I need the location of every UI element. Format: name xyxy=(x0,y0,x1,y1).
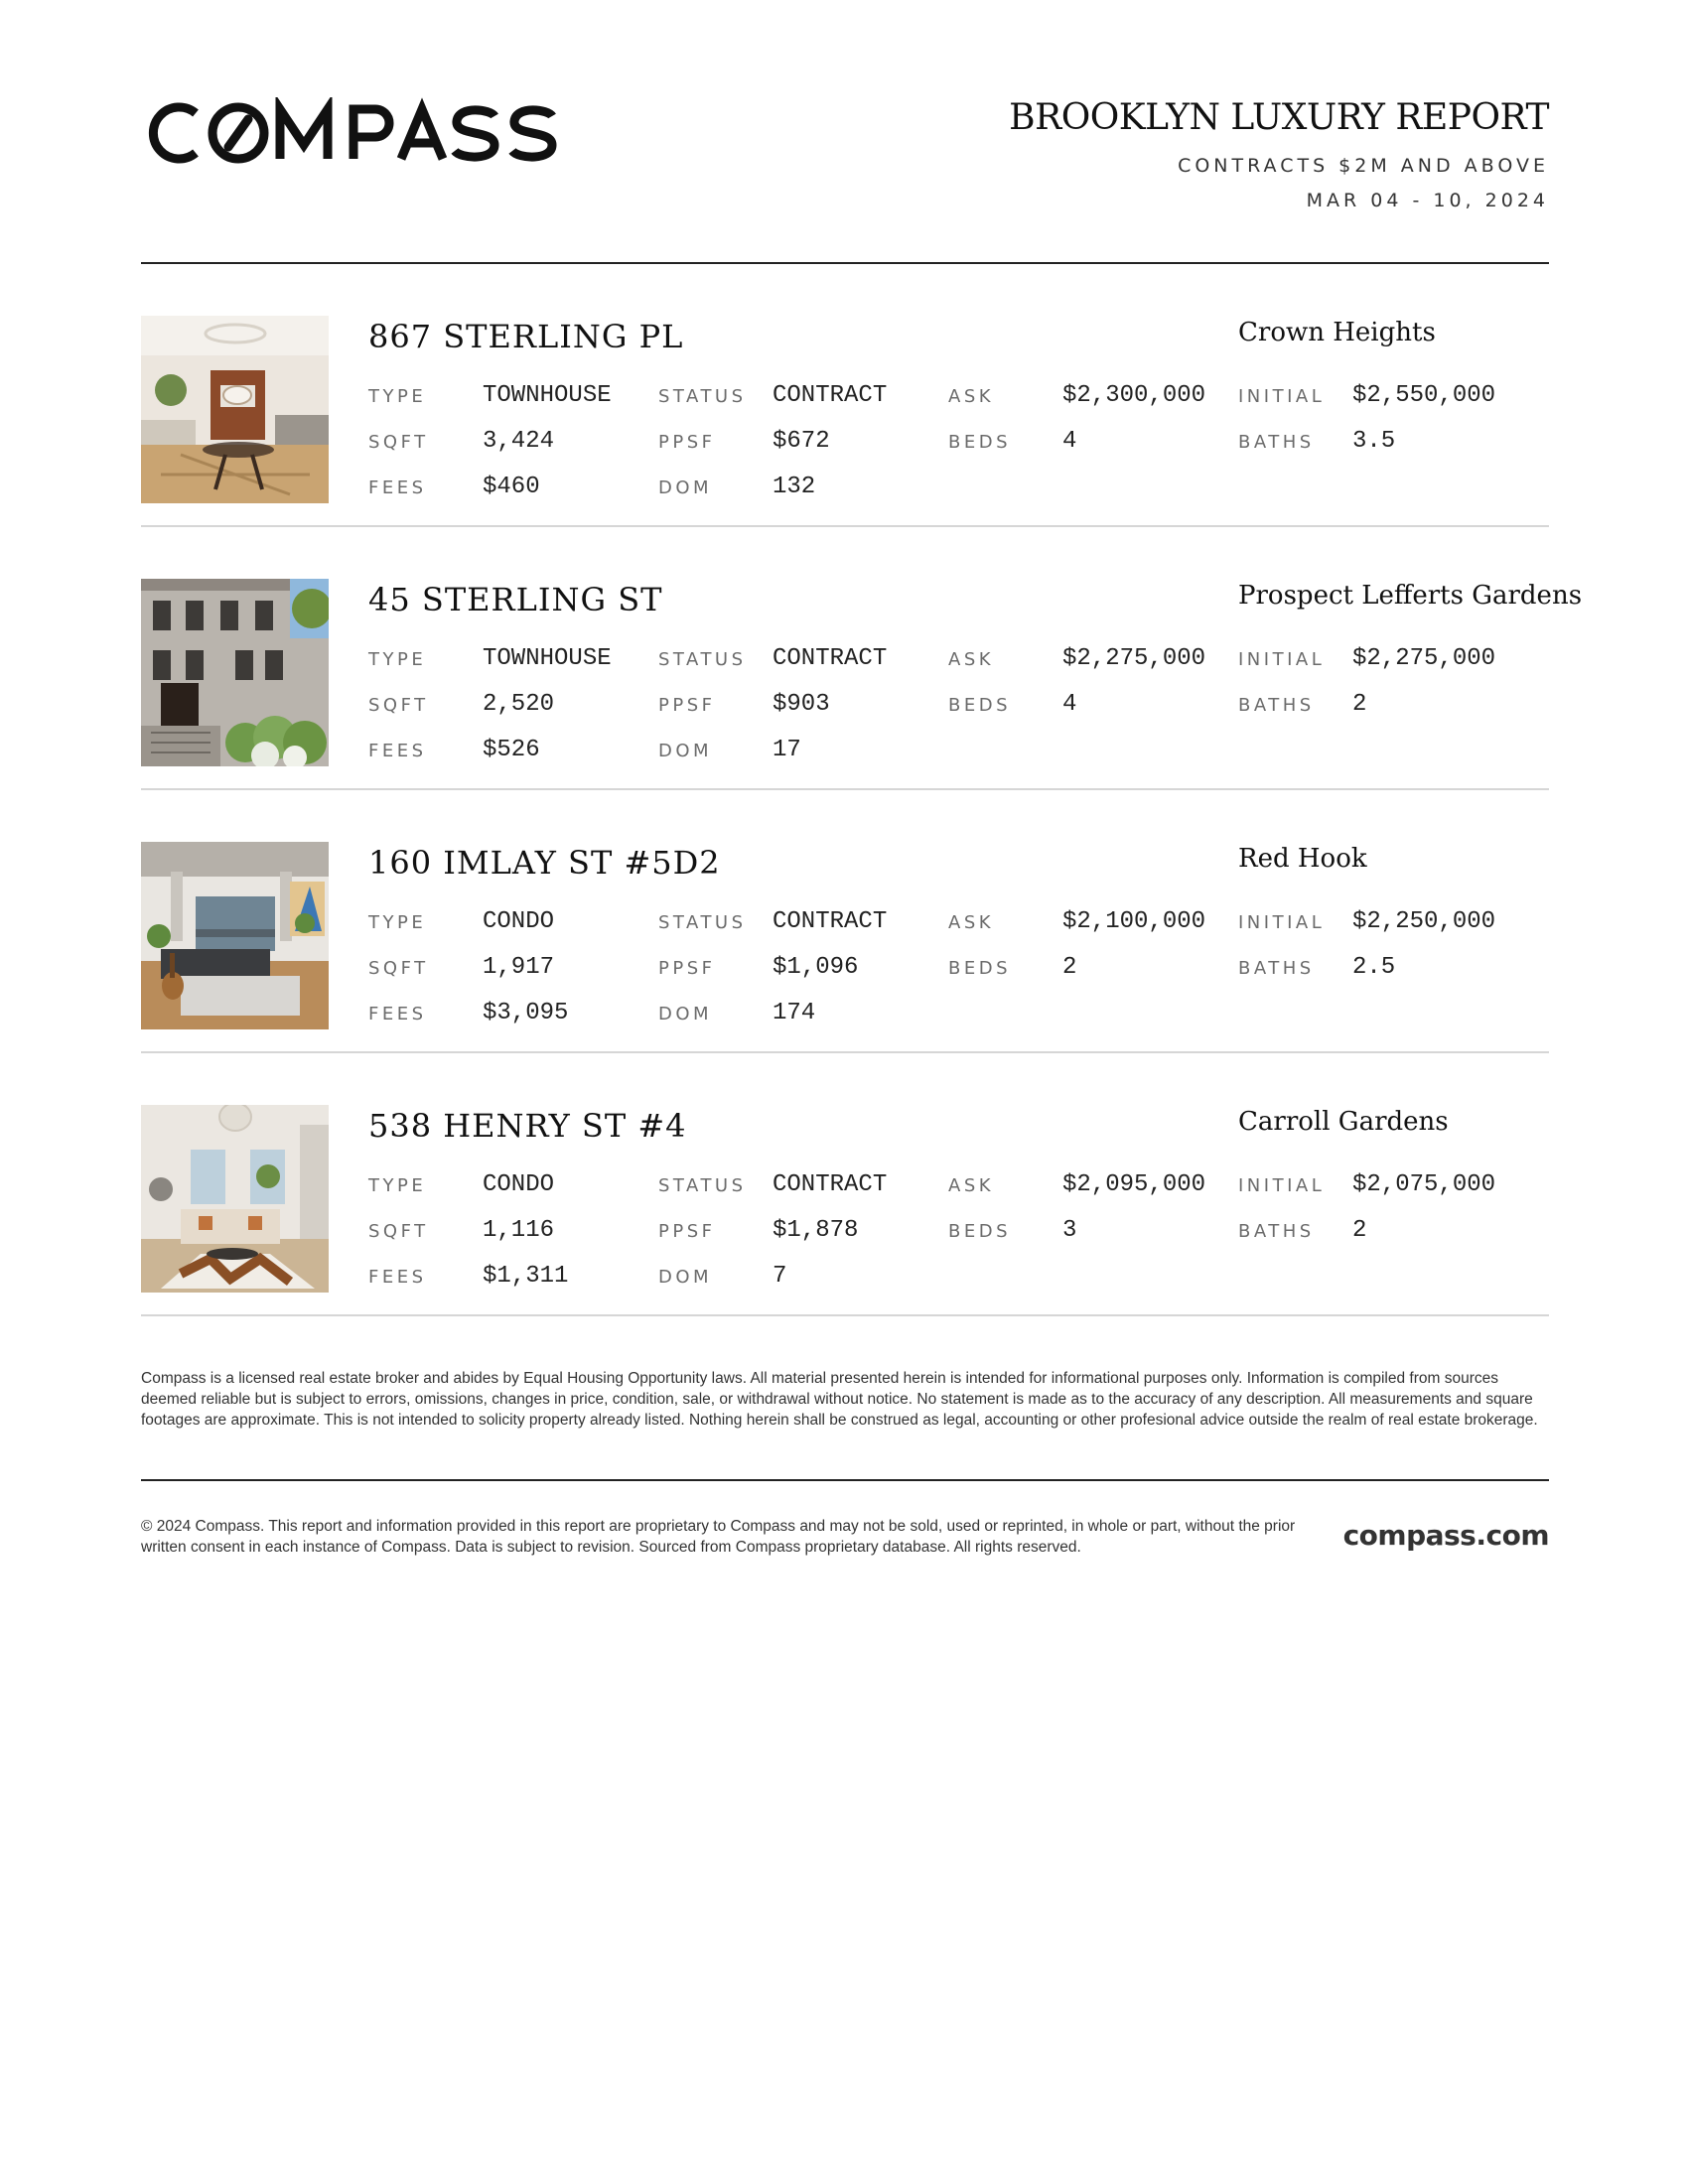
initial-label: INITIAL xyxy=(1238,1175,1326,1196)
ppsf-value: $1,096 xyxy=(773,954,859,981)
listing-address: 45 STERLING ST xyxy=(368,581,663,618)
sqft-value: 2,520 xyxy=(483,691,555,718)
ask-value: $2,300,000 xyxy=(1062,382,1206,409)
sqft-value: 1,917 xyxy=(483,954,555,981)
beds-label: BEDS xyxy=(948,432,1012,453)
status-value: CONTRACT xyxy=(773,645,888,672)
sqft-label: SQFT xyxy=(368,958,429,979)
baths-label: BATHS xyxy=(1238,958,1315,979)
ask-label: ASK xyxy=(948,386,995,407)
ppsf-label: PPSF xyxy=(658,958,716,979)
listing-address: 160 IMLAY ST #5D2 xyxy=(368,844,721,882)
sqft-label: SQFT xyxy=(368,695,429,716)
report-subtitle: CONTRACTS $2M AND ABOVE xyxy=(1178,155,1549,177)
initial-value: $2,250,000 xyxy=(1352,908,1496,935)
listing-photo xyxy=(141,1105,329,1293)
dom-label: DOM xyxy=(658,741,713,761)
initial-value: $2,075,000 xyxy=(1352,1171,1496,1198)
listing-row xyxy=(141,264,1549,527)
type-value: CONDO xyxy=(483,1171,555,1198)
disclaimer-text: Compass is a licensed real estate broker and abides by Equal Housing Opportunity laws. All material presented herein is intended for informational purposes only. Information is compiled from sources deemed reliable but is subject to errors, omissions, changes in price, condition, sale, or withdrawal without notice. No statement is made as to the accuracy of any description. All measurements and square footages are approximate. This is not intended to solicity property already listed. Nothing herein shall be construed as legal, accounting or other profesional advice outside the realm of real estate brokerage. xyxy=(141,1370,1538,1429)
type-label: TYPE xyxy=(368,649,427,670)
report-header xyxy=(141,0,1549,264)
status-value: CONTRACT xyxy=(773,908,888,935)
sqft-label: SQFT xyxy=(368,432,429,453)
ppsf-label: PPSF xyxy=(658,1221,716,1242)
ask-value: $2,275,000 xyxy=(1062,645,1206,672)
fees-label: FEES xyxy=(368,1267,427,1288)
footer-divider xyxy=(141,1479,1549,1481)
ask-label: ASK xyxy=(948,912,995,933)
dom-label: DOM xyxy=(658,1267,713,1288)
dom-label: DOM xyxy=(658,478,713,498)
beds-label: BEDS xyxy=(948,1221,1012,1242)
baths-value: 3.5 xyxy=(1352,428,1396,455)
listing-row xyxy=(141,527,1583,790)
listing-neighborhood: Prospect Lefferts Gardens xyxy=(1238,581,1583,611)
baths-value: 2 xyxy=(1352,1217,1367,1244)
baths-value: 2.5 xyxy=(1352,954,1396,981)
baths-label: BATHS xyxy=(1238,695,1315,716)
initial-value: $2,550,000 xyxy=(1352,382,1496,409)
status-value: CONTRACT xyxy=(773,382,888,409)
sqft-value: 1,116 xyxy=(483,1217,555,1244)
status-label: STATUS xyxy=(658,912,747,933)
listing-address: 867 STERLING PL xyxy=(368,318,684,355)
listing-row xyxy=(141,1053,1549,1316)
sqft-label: SQFT xyxy=(368,1221,429,1242)
beds-label: BEDS xyxy=(948,958,1012,979)
fees-value: $3,095 xyxy=(483,1000,569,1026)
fees-value: $526 xyxy=(483,737,540,763)
sqft-value: 3,424 xyxy=(483,428,555,455)
listing-row xyxy=(141,790,1549,1053)
type-label: TYPE xyxy=(368,386,427,407)
baths-label: BATHS xyxy=(1238,1221,1315,1242)
beds-label: BEDS xyxy=(948,695,1012,716)
dom-value: 7 xyxy=(773,1263,787,1290)
report-date-range: MAR 04 - 10, 2024 xyxy=(1306,190,1549,211)
ask-value: $2,095,000 xyxy=(1062,1171,1206,1198)
listing-photo xyxy=(141,842,329,1029)
listing-photo xyxy=(141,579,329,766)
fees-value: $1,311 xyxy=(483,1263,569,1290)
listing-photo xyxy=(141,316,329,503)
ppsf-label: PPSF xyxy=(658,695,716,716)
report-title: BROOKLYN LUXURY REPORT xyxy=(1009,97,1549,138)
listing-neighborhood: Crown Heights xyxy=(1238,318,1436,347)
initial-value: $2,275,000 xyxy=(1352,645,1496,672)
report-page xyxy=(141,0,1583,1556)
copyright-text: © 2024 Compass. This report and information provided in this report are proprietary to Compass and may not be sold, used or reprinted, in whole or part, without the prior written consent in each instance of Compass. Data is subject to revision. Sourced from Compass proprietary database. All rights reserved. xyxy=(141,1518,1296,1556)
dom-value: 17 xyxy=(773,737,801,763)
ppsf-value: $903 xyxy=(773,691,830,718)
initial-label: INITIAL xyxy=(1238,386,1326,407)
beds-value: 2 xyxy=(1062,954,1077,981)
status-label: STATUS xyxy=(658,1175,747,1196)
ppsf-label: PPSF xyxy=(658,432,716,453)
listing-neighborhood: Carroll Gardens xyxy=(1238,1107,1449,1137)
status-label: STATUS xyxy=(658,386,747,407)
dom-value: 132 xyxy=(773,474,816,500)
type-value: TOWNHOUSE xyxy=(483,382,612,409)
status-label: STATUS xyxy=(658,649,747,670)
fees-label: FEES xyxy=(368,478,427,498)
baths-value: 2 xyxy=(1352,691,1367,718)
initial-label: INITIAL xyxy=(1238,912,1326,933)
type-value: TOWNHOUSE xyxy=(483,645,612,672)
beds-value: 3 xyxy=(1062,1217,1077,1244)
ppsf-value: $672 xyxy=(773,428,830,455)
ask-label: ASK xyxy=(948,1175,995,1196)
listing-neighborhood: Red Hook xyxy=(1238,844,1367,874)
listing-divider xyxy=(141,1314,1549,1316)
listing-address: 538 HENRY ST #4 xyxy=(368,1107,687,1145)
ask-label: ASK xyxy=(948,649,995,670)
fees-label: FEES xyxy=(368,1004,427,1024)
website-link[interactable]: compass.com xyxy=(1342,1519,1549,1552)
compass-logo xyxy=(141,97,568,169)
beds-value: 4 xyxy=(1062,428,1077,455)
initial-label: INITIAL xyxy=(1238,649,1326,670)
type-label: TYPE xyxy=(368,1175,427,1196)
type-label: TYPE xyxy=(368,912,427,933)
dom-label: DOM xyxy=(658,1004,713,1024)
baths-label: BATHS xyxy=(1238,432,1315,453)
beds-value: 4 xyxy=(1062,691,1077,718)
ask-value: $2,100,000 xyxy=(1062,908,1206,935)
fees-label: FEES xyxy=(368,741,427,761)
type-value: CONDO xyxy=(483,908,555,935)
fees-value: $460 xyxy=(483,474,540,500)
dom-value: 174 xyxy=(773,1000,816,1026)
ppsf-value: $1,878 xyxy=(773,1217,859,1244)
status-value: CONTRACT xyxy=(773,1171,888,1198)
